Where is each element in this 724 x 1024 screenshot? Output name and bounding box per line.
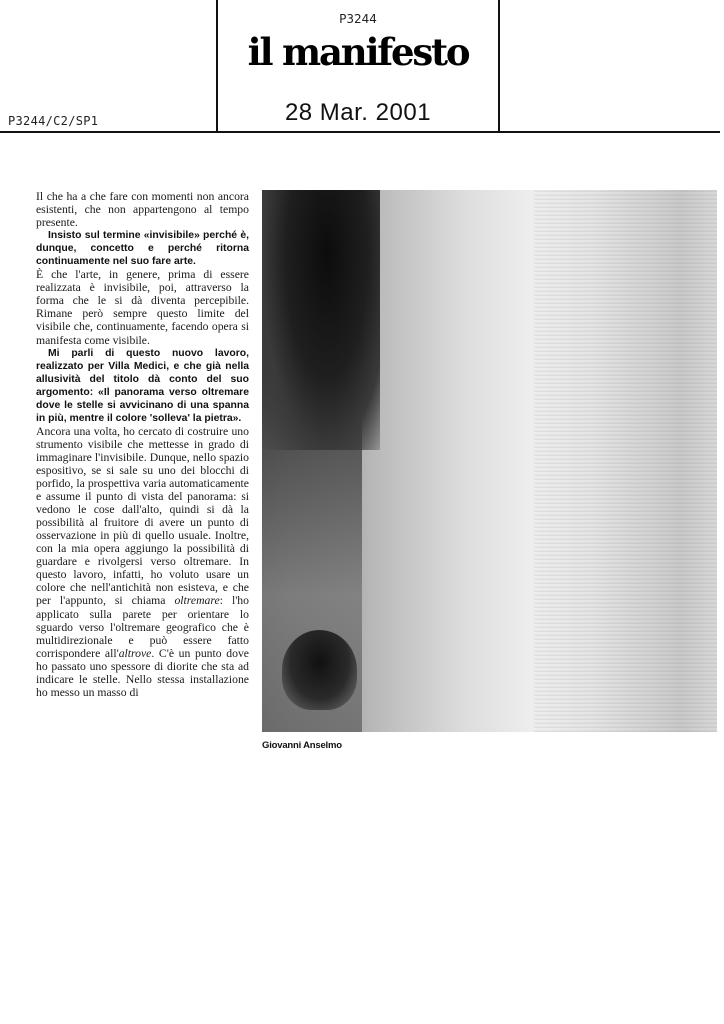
answer-paragraph: È che l'arte, in genere, prima di essere realizzata è invisibile, poi, attraverso la forma che le si dà diventa percepibile. Rimane però sempre questo limite del visibile che, continuamente, facendo opera si manifesta come visibile. <box>36 268 249 347</box>
newspaper-masthead: il manifesto <box>247 30 469 74</box>
photo-caption: Giovanni Anselmo <box>262 740 342 751</box>
archive-code: P3244 <box>339 12 377 26</box>
header-bottom-rule <box>0 131 720 133</box>
italic-term: altrove <box>118 646 152 660</box>
photo-wall-texture <box>534 190 717 732</box>
clipping-header <box>0 0 724 134</box>
publication-date: 28 Mar. 2001 <box>284 99 432 126</box>
answer-paragraph <box>36 425 249 699</box>
artwork-photo <box>262 190 717 732</box>
answer-text: : l'ho applicato sulla parete per orientare lo sguardo verso l'oltremare geografico che è multidirezionale e può essere fatto corrispondere all' <box>36 594 249 660</box>
question-paragraph: Insisto sul termine «invisibile» perché è, dunque, concetto e perché ritorna continuamente nel suo fare arte. <box>36 230 249 268</box>
interview-article <box>36 190 249 699</box>
header-divider-right <box>498 0 500 133</box>
photo-stone-block <box>282 630 357 710</box>
answer-text: . C'è un punto dove ho passato uno spessore di diorite che sta ad indicare le stelle. Nello stessa installazione ho messo un masso di <box>36 646 249 699</box>
source-code: P3244/C2/SP1 <box>8 114 99 128</box>
photo-dark-mass <box>262 190 380 450</box>
answer-text: Ancora una volta, ho cercato di costruire uno strumento visibile che mettesse in grado di immaginare l'invisibile. Dunque, nello spazio espositivo, se si sale su uno dei blocchi di porfido, la prospettiva varia automaticamente e assume il punto di vista del panorama: si vedono le cose dall'alto, quindi si dà la possibilità al fruitore di avere un punto di osservazione in più di quello usuale. Inoltre, con la mia opera aggiungo la possibilità di guardare e rivolgersi verso oltremare. In questo lavoro, infatti, ho voluto usare un colore che nell'antichità non esisteva, e che per l'appunto, si chiama <box>36 424 249 608</box>
question-paragraph: Mi parli di questo nuovo lavoro, realizzato per Villa Medici, e che già nella allusività del titolo dà conto del suo argomento: «Il panorama verso oltremare dove le stelle si avvicinano di una spanna in più, mentre il colore 'solleva' la pietra». <box>36 347 249 424</box>
italic-term: oltremare <box>174 594 220 608</box>
answer-paragraph: Il che ha a che fare con momenti non ancora esistenti, che non appartengono al tempo presente. <box>36 190 249 230</box>
